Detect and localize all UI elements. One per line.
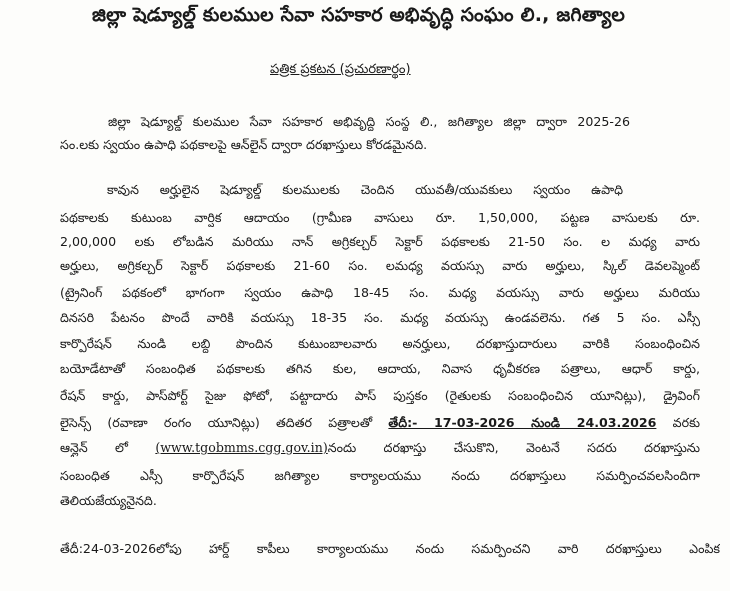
body-line-6: దినసరి పేటనం పొందే వారికి వయస్సు 18-35 సం. మధ్య వయస్సు ఉండవలెను. గత 5 సం. ఎస్సీ — [60, 310, 700, 325]
website-link[interactable]: (www.tgobmms.cgg.gov.in) — [155, 440, 328, 455]
body-line-11-tail: నందు దరఖాస్తు చేసుకొని, వెంటనే సదరు దరఖాస్తును — [327, 440, 700, 455]
application-date-range: తేదీ:- 17-03-2026 నుండి 24.03.2026 — [388, 415, 657, 430]
body-line-3: 2,00,000 లకు లోబడిన మరియు నాన్ అగ్రికల్చర్ సెక్టార్ పథకాలకు 21-50 సం. ల మధ్య వారు — [60, 234, 700, 249]
body-line-9: రేషన్ కార్డు, పాస్‌పోర్ట్ సైజు ఫోటో, పట్టాదారు పాస్ పుస్తకం (రైతులకు సంబంధించిన యూనిట్లు), డ్రైవింగ్ — [60, 388, 700, 403]
body-line-10 — [60, 414, 700, 432]
page-title: జిల్లా షెడ్యూల్డ్ కులముల సేవా సహకార అభివృద్ధి సంఘం లి., జగిత్యాల — [92, 4, 626, 26]
intro-line-1: జిల్లా షెడ్యూల్డ్ కులముల సేవా సహకార అభివృద్ధి సంస్థ లి., జగిత్యాల జిల్లా ద్వారా 2025-26 — [108, 114, 630, 129]
body-line-2: పథకాలకు కుటుంబ వార్షిక ఆదాయం (గ్రామీణ వాసులు రూ. 1,50,000, పట్టణ వాసులకు రూ. — [60, 210, 700, 225]
body-line-11-text: ఆన్లైన్ లో — [60, 440, 156, 455]
body-line-5: (ట్రైనింగ్ పథకంలో భాగంగా స్వయం ఉపాధి 18-45 సం. మధ్య వయస్సు వారు అర్హులు మరియు — [60, 285, 700, 300]
body-line-11 — [60, 439, 700, 457]
body-line-7: కార్పొరేషన్ నుండి లబ్ధి పొందిన కుటుంబాలవారు అనర్హులు, దరఖాస్తుదారులు వారికి సంబంధించిన — [60, 336, 700, 351]
body-line-10-tail: వరకు — [656, 415, 700, 430]
body-line-13: తెలియజేయ్యనైనది. — [60, 493, 157, 508]
page-subtitle: పత్రిక ప్రకటన (ప్రచురణార్థం) — [270, 62, 411, 77]
body-line-10-text: లైసెన్స్ (రవాణా రంగం యూనిట్లు) తదితర పత్రాలతో — [60, 415, 389, 430]
body-line-4: అర్హులు, అగ్రికల్చర్ సెక్టార్ పథకాలకు 21-60 సం. లమధ్య వయస్సు వారు అర్హులు, స్కిల్ డెవలప్మెంట్ — [60, 258, 700, 273]
intro-line-2: సం.లకు స్వయం ఉపాధి పథకాలపై ఆన్‌లైన్ ద్వారా దరఖాస్తులు కోరడమైనది. — [60, 137, 428, 152]
body-line-8: బయోడేటాతో సంబంధిత పథకాలకు తగిన కుల, ఆదాయ, నివాస ధృవీకరణ పత్రాలు, ఆధార్ కార్డు, — [60, 361, 700, 376]
footer-line: తేదీ:24-03-2026లోపు హార్డ్ కాపీలు కార్యాలయము నందు సమర్పించని వారి దరఖాస్తులు ఎంపిక — [60, 541, 720, 556]
body-line-1: కావున అర్హులైన షెడ్యూల్డ్ కులములకు చెందిన యువతీ/యువకులు స్వయం ఉపాధి — [107, 182, 623, 197]
body-line-12: సంబంధిత ఎస్సీ కార్పొరేషన్ జగిత్యాల కార్యాలయము నందు దరఖాస్తులు సమర్పించవలసిందిగా — [60, 468, 700, 483]
